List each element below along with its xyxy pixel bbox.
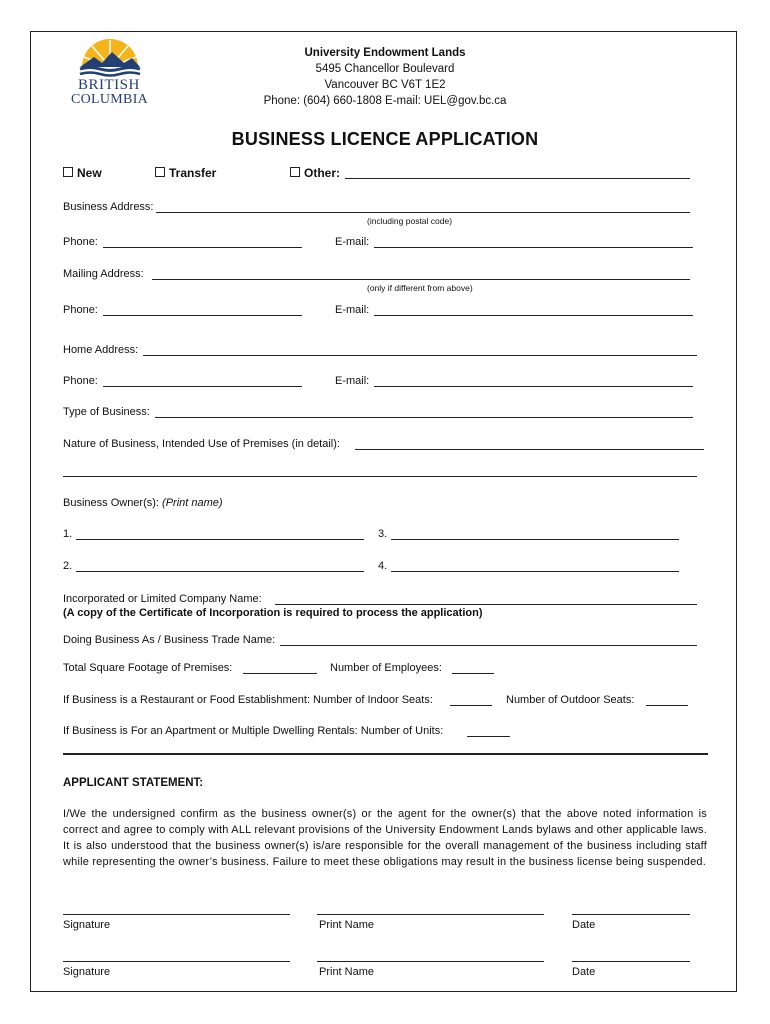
phone-label-3: Phone: [63, 375, 98, 387]
checkbox-other[interactable] [290, 166, 340, 180]
mailing-address-hint: (only if different from above) [367, 283, 473, 293]
signature-field-1[interactable] [63, 914, 290, 915]
nature-of-business-label: Nature of Business, Intended Use of Premises (in detail): [63, 438, 340, 450]
business-address-hint: (including postal code) [367, 216, 453, 226]
units-label: If Business is For an Apartment or Multiple Dwelling Rentals: Number of Units: [63, 725, 444, 737]
checkbox-transfer-label: Transfer [169, 166, 217, 180]
business-address-label: Business Address: [63, 201, 154, 213]
print-name-label-2: Print Name [319, 966, 375, 978]
employees-field[interactable] [452, 673, 494, 674]
print-name-field-2[interactable] [317, 961, 544, 962]
owner-1-label: 1. [63, 528, 73, 540]
email-label-1: E-mail: [335, 236, 370, 248]
checkbox-other-label: Other: [304, 166, 340, 180]
business-owners-heading [63, 497, 223, 509]
checkbox-icon [155, 167, 165, 177]
owner-4-field[interactable] [391, 571, 679, 572]
print-name-field-1[interactable] [317, 914, 544, 915]
checkbox-new-label: New [77, 166, 102, 180]
owner-1-field[interactable] [76, 539, 364, 540]
mailing-address-field[interactable] [152, 279, 690, 280]
logo-text-columbia: COLUMBIA [71, 92, 149, 107]
indoor-seats-field[interactable] [450, 705, 492, 706]
owner-4-label: 4. [378, 560, 388, 572]
address-line-2: Vancouver BC V6T 1E2 [324, 79, 446, 91]
outdoor-seats-field[interactable] [646, 705, 688, 706]
logo-text-british: BRITISH [78, 77, 140, 93]
home-address-field[interactable] [143, 355, 697, 356]
owner-3-label: 3. [378, 528, 388, 540]
date-field-1[interactable] [572, 914, 690, 915]
owner-3-field[interactable] [391, 539, 679, 540]
mailing-address-label: Mailing Address: [63, 268, 144, 280]
phone-field-3[interactable] [103, 386, 302, 387]
section-divider [63, 753, 708, 755]
home-address-label: Home Address: [63, 344, 139, 356]
incorporation-note: (A copy of the Certificate of Incorporation is required to process the application) [63, 607, 483, 619]
applicant-statement-body: I/We the undersigned confirm as the business owner(s) or the agent for the owner(s) that the above noted information is correct and agree to comply with ALL relevant provisions of the University Endowment Lands bylaws and other applicable laws. It is also understood that the business owner(s) is/are responsible for the overall management of the business including staff while representing the owner’s business. Failure to meet these obligations may result in the business license being suspended. [63, 808, 707, 868]
owners-hint: (Print name) [162, 497, 223, 509]
nature-of-business-field[interactable] [355, 449, 704, 450]
phone-field-1[interactable] [103, 247, 302, 248]
signature-label-2: Signature [63, 966, 111, 978]
indoor-seats-label: If Business is a Restaurant or Food Establishment: Number of Indoor Seats: [63, 694, 433, 706]
signature-field-2[interactable] [63, 961, 290, 962]
print-name-label-1: Print Name [319, 919, 375, 931]
type-of-business-field[interactable] [155, 417, 693, 418]
date-label-1: Date [572, 919, 596, 931]
date-field-2[interactable] [572, 961, 690, 962]
checkbox-new[interactable] [63, 166, 102, 180]
phone-label-2: Phone: [63, 304, 98, 316]
phone-field-2[interactable] [103, 315, 302, 316]
type-of-business-label: Type of Business: [63, 406, 150, 418]
other-field[interactable] [345, 178, 690, 179]
checkbox-icon [290, 167, 300, 177]
trade-name-label: Doing Business As / Business Trade Name: [63, 634, 276, 646]
address-line-1: 5495 Chancellor Boulevard [315, 63, 455, 75]
checkbox-icon [63, 167, 73, 177]
email-field-1[interactable] [374, 247, 693, 248]
incorporated-name-field[interactable] [275, 604, 697, 605]
nature-of-business-field-line-2[interactable] [63, 476, 697, 477]
incorporated-name-label: Incorporated or Limited Company Name: [63, 593, 262, 605]
employees-label: Number of Employees: [330, 662, 442, 674]
owner-2-field[interactable] [76, 571, 364, 572]
business-address-field[interactable] [156, 212, 690, 213]
checkbox-transfer[interactable] [155, 166, 216, 180]
page-title: BUSINESS LICENCE APPLICATION [231, 129, 539, 149]
email-label-3: E-mail: [335, 375, 370, 387]
email-field-3[interactable] [374, 386, 693, 387]
phone-label-1: Phone: [63, 236, 98, 248]
applicant-statement-heading: APPLICANT STATEMENT: [63, 777, 204, 789]
org-name: University Endowment Lands [304, 47, 466, 59]
trade-name-field[interactable] [280, 645, 697, 646]
date-label-2: Date [572, 966, 596, 978]
email-field-2[interactable] [374, 315, 693, 316]
outdoor-seats-label: Number of Outdoor Seats: [506, 694, 635, 706]
owner-2-label: 2. [63, 560, 73, 572]
owners-label: Business Owner(s): [63, 497, 159, 509]
signature-label-1: Signature [63, 919, 111, 931]
contact-line: Phone: (604) 660-1808 E-mail: UEL@gov.bc.ca [263, 95, 507, 107]
email-label-2: E-mail: [335, 304, 370, 316]
units-field[interactable] [467, 736, 510, 737]
square-footage-label: Total Square Footage of Premises: [63, 662, 233, 674]
office-contact-block [0, 45, 770, 109]
square-footage-field[interactable] [243, 673, 317, 674]
